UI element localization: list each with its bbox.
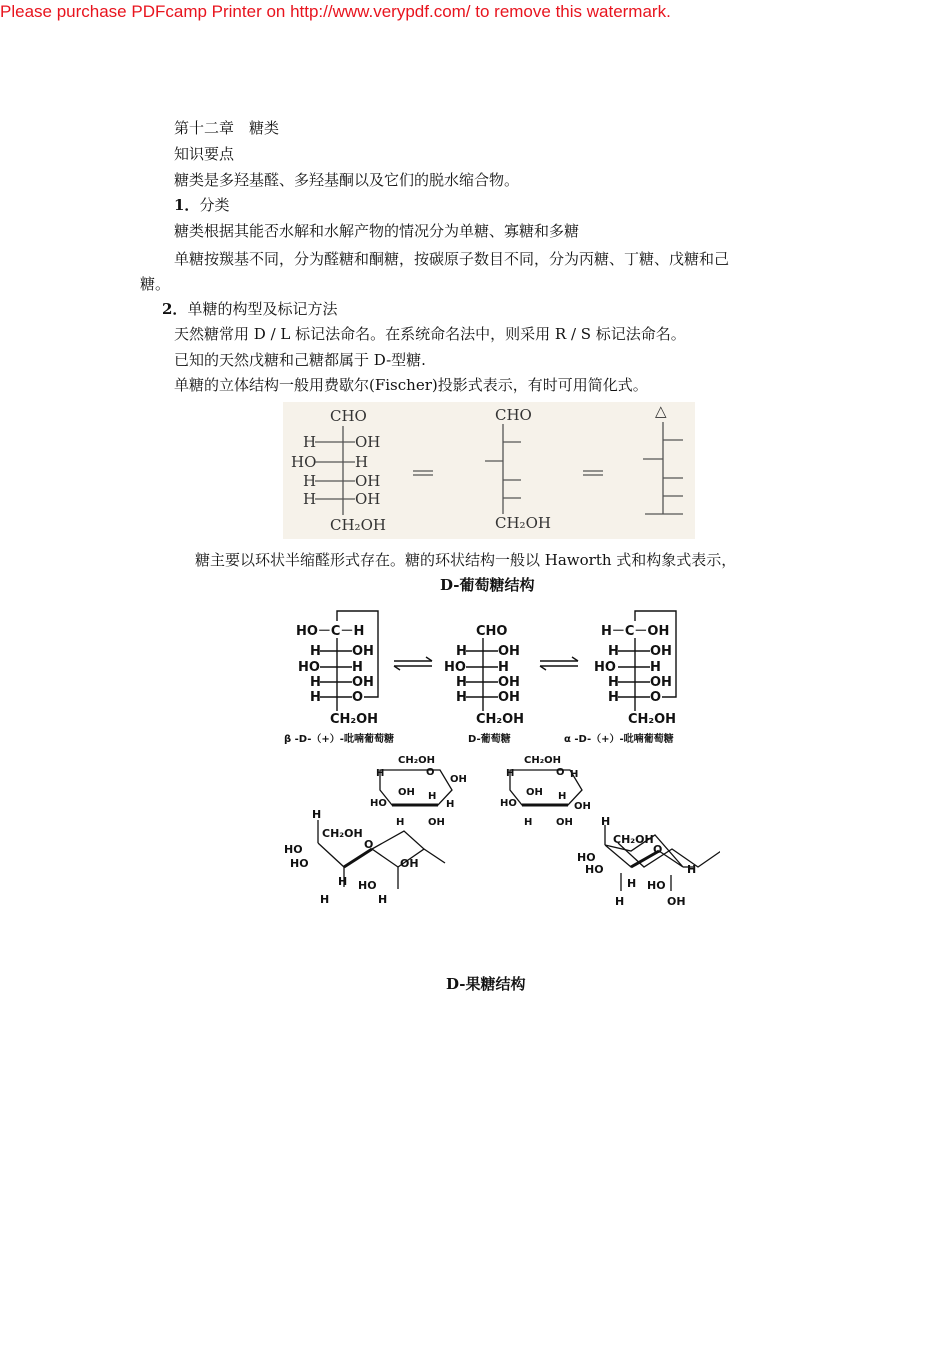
fischer-c4-oh: OH [355,472,381,490]
haworth-alpha-c4-h: H [506,768,515,779]
haworth-beta-o: O [426,767,435,778]
alpha-pyranose-label: α -D-（+）-吡喃葡萄糖 [564,734,674,745]
fischer-c5-oh: OH [355,490,381,508]
alpha-c1: H－C－OH [601,624,670,639]
fischer-c5-h: H [303,490,317,508]
section-2-heading [162,299,337,319]
open-ch2oh: CH₂OH [476,712,525,727]
section-2-number: 2． [162,300,188,318]
beta-ring-o: O [352,690,364,705]
section-1-heading [174,195,229,215]
alpha-c2-oh: OH [650,644,672,659]
haworth-beta-c3-oh: OH [398,787,415,798]
haworth-beta-c4-ho: HO [370,798,387,809]
classification-text-2: 单糖按羰基不同，分为醛糖和酮糖，按碳原子数目不同，分为丙糖、丁糖、戊糖和己 [174,250,730,268]
chair-alpha-ho-1: HO [577,851,596,864]
chair-alpha-c1-h: H [687,863,697,876]
beta-c1: HO－C－H [296,624,365,639]
chair-beta-ho-1: HO [284,843,303,856]
chair-beta-h-top: H [312,808,322,821]
alpha-ring-o: O [650,690,662,705]
alpha-c4-h: H [608,675,619,690]
haworth-beta-c1-oh: OH [450,774,467,785]
haworth-alpha-o: O [556,767,565,778]
fischer-projection-figure [283,402,695,539]
haworth-alpha-ch2oh: CH₂OH [524,755,561,766]
haworth-beta-c2-oh: OH [428,817,445,828]
chapter-title: 第十二章 糖类 [174,119,280,137]
fischer-c2-h: H [303,433,317,451]
chair-beta-c1-oh: OH [400,857,419,870]
cyclic-structure-text: 糖主要以环状半缩醛形式存在。糖的环状结构一般以 Haworth 式和构象式表示， [195,551,737,569]
fructose-heading: D-果糖结构 [446,975,526,993]
open-cho: CHO [476,624,508,639]
chair-alpha-h-1: H [627,877,637,890]
definition-text: 糖类是多羟基醛、多羟基酮以及它们的脱水缩合物。 [174,171,520,189]
beta-c3-ho: HO [298,660,320,675]
haworth-beta-c1-h: H [446,799,455,810]
alpha-chair-figure [575,815,705,910]
fischer-c2-oh: OH [355,433,381,451]
fischer-c3-h: H [355,453,369,471]
haworth-alpha-c1-oh: OH [574,801,591,812]
beta-c2-oh: OH [352,644,374,659]
haworth-alpha-c1-h: H [570,769,579,780]
chair-alpha-ch2oh: CH₂OH [613,833,654,846]
haworth-alpha-c2-oh: OH [556,817,573,828]
section-1-title: 分类 [199,196,230,214]
chair-beta-h-2: H [320,893,330,906]
haworth-beta-c2-h: H [428,791,437,802]
fischer-c3-ho: HO [291,453,317,471]
simplified-ch2oh: CH₂OH [495,514,551,532]
chair-alpha-o: O [653,843,663,856]
haworth-alpha-c2-h: H [558,791,567,802]
alpha-c3-h: H [650,660,661,675]
fischer-ch2oh: CH₂OH [330,516,386,534]
haworth-beta-ch2oh: CH₂OH [398,755,435,766]
haworth-beta-c4-h: H [376,768,385,779]
haworth-alpha-c4-ho: HO [500,798,517,809]
config-text-3: 单糖的立体结构一般用费歇尔(Fischer)投影式表示，有时可用简化式。 [174,376,648,394]
chair-beta-ho-3: HO [358,879,377,892]
beta-c4-h: H [310,675,321,690]
chair-alpha-oh: OH [667,895,686,908]
beta-pyranose-label: β -D-（+）-吡喃葡萄糖 [284,734,394,745]
alpha-c3-ho: HO [594,660,616,675]
haworth-beta-c3-h: H [396,817,405,828]
simplified-cho: CHO [495,406,532,424]
open-c4-h: H [456,675,467,690]
chair-beta-h-3: H [378,893,388,906]
chair-beta-o: O [364,838,374,851]
section-2-title: 单糖的构型及标记方法 [187,300,338,318]
open-c2-h: H [456,644,467,659]
beta-c3-h: H [352,660,363,675]
open-c5-h: H [456,690,467,705]
chair-beta-h-1: H [338,875,348,888]
alpha-c4-oh: OH [650,675,672,690]
haworth-beta-ring [380,770,452,805]
config-text-1: 天然糖常用 D / L 标记法命名。在系统命名法中，则采用 R / S 标记法命名。 [174,325,686,343]
beta-ch2oh: CH₂OH [330,712,379,727]
chair-beta-ho-2: HO [290,857,309,870]
classification-text-2-cont: 糖。 [140,275,171,293]
alpha-c2-h: H [608,644,619,659]
open-c3-ho: HO [444,660,466,675]
beta-c2-h: H [310,644,321,659]
haworth-alpha-c3-oh: OH [526,787,543,798]
fischer-c4-h: H [303,472,317,490]
chair-alpha-h-top: H [601,815,611,828]
classification-text-1: 糖类根据其能否水解和水解产物的情况分为单糖、寡糖和多糖 [174,222,580,240]
beta-c5-h: H [310,690,321,705]
open-c3-h: H [498,660,509,675]
watermark-text: Please purchase PDFcamp Printer on http://www.verypdf.com/ to remove this watermark. [0,2,671,21]
key-points-heading: 知识要点 [174,145,235,163]
fischer-cho: CHO [330,407,367,425]
config-text-2: 已知的天然戊糖和己糖都属于 D-型糖. [174,351,426,369]
section-1-number: 1． [174,196,200,214]
alpha-ch2oh: CH₂OH [628,712,677,727]
chair-alpha-ho-2: HO [585,863,604,876]
beta-c4-oh: OH [352,675,374,690]
alpha-c5-h: H [608,690,619,705]
chair-alpha-h-2: H [615,895,625,908]
open-c5-oh: OH [498,690,520,705]
haworth-alpha-c3-h: H [524,817,533,828]
glucose-heading: D-葡萄糖结构 [440,576,535,594]
d-glucose-label: D-葡萄糖 [468,734,511,745]
open-c2-oh: OH [498,644,520,659]
chair-alpha-ho-3: HO [647,879,666,892]
chair-beta-ch2oh: CH₂OH [322,827,363,840]
triangle-symbol: △ [655,402,667,420]
open-c4-oh: OH [498,675,520,690]
